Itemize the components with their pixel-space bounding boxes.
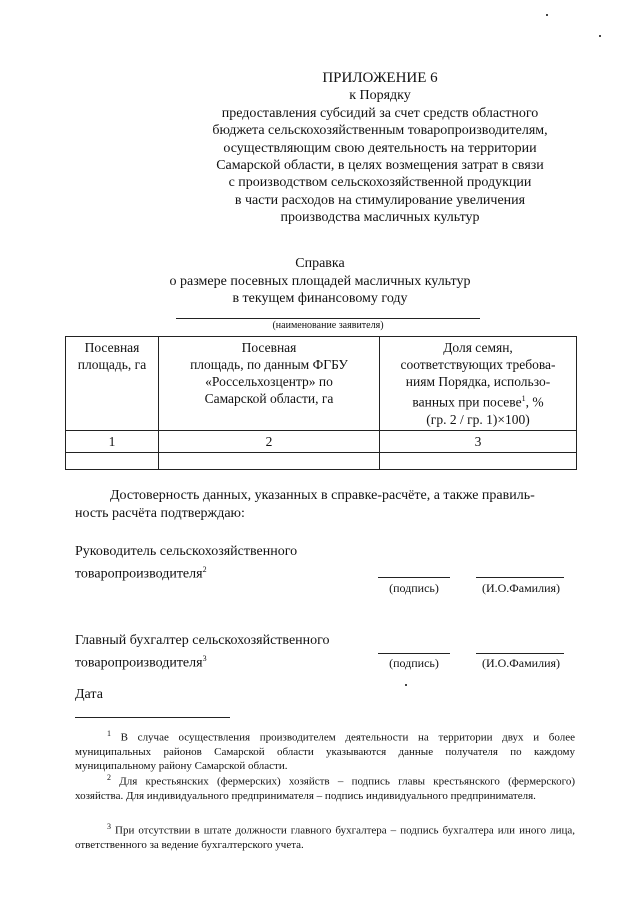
footnote-ref: 1 [521, 394, 526, 403]
accountant-name-line[interactable] [476, 653, 564, 654]
appendix-line: к Порядку [349, 88, 411, 104]
appendix-line: с производством сельскохозяйственной продукции [228, 175, 532, 191]
column-number: 2 [159, 430, 380, 452]
table-cell[interactable] [159, 452, 380, 469]
appendix-header [180, 70, 580, 227]
footnote-ref: 2 [202, 565, 207, 574]
footnote-1: $^1$ В случае осуществления производителем деятельности на территории двух и более муниципальных районов Самарской области указываются данные получателя по каждому муниципальному району Самарской области. [75, 729, 575, 772]
accountant-signature-label: Главный бухгалтер сельскохозяйственного товаропроизводителя$^3$ [75, 633, 330, 671]
column-header-rosselkhoztsentr-area: Посевная площадь, по данным ФГБУ «Россельхозцентр» по Самарской области, га [159, 337, 380, 431]
date-label: Дата [75, 687, 103, 702]
footnote-2: $^2$ Для крестьянских (фермерских) хозяйств – подпись главы крестьянского (фермерского) хозяйства. Для индивидуального предпринимателя – подпись индивидуального предпринимателя. [75, 773, 575, 802]
appendix-line: производства масличных культур [280, 210, 480, 226]
table-header-row [66, 337, 577, 431]
table-cell[interactable] [380, 452, 577, 469]
document-title-line: в текущем финансовому году [232, 291, 408, 306]
column-header-area: Посевная площадь, га [66, 337, 159, 431]
footnote-separator [75, 717, 230, 718]
appendix-line: бюджета сельскохозяйственным товаропроизводителям, [212, 123, 548, 139]
head-name-line[interactable] [476, 577, 564, 578]
document-title-line: Справка [295, 256, 345, 271]
confirmation-text: Достоверность данных, указанных в справке-расчёте, а также правиль- ность расчёта подтверждаю: [75, 488, 535, 521]
appendix-title: ПРИЛОЖЕНИЕ 6 [322, 70, 438, 86]
column-number: 3 [380, 430, 577, 452]
footnote-3: $^3$ При отсутствии в штате должности главного бухгалтера – подпись бухгалтера или иного лица, ответственного за ведение бухгалтерского учета. [75, 822, 576, 851]
table-cell[interactable] [66, 452, 159, 469]
acreage-table [65, 336, 577, 470]
scan-speck [546, 14, 548, 16]
scan-speck [405, 684, 407, 686]
applicant-name-field[interactable] [176, 318, 480, 319]
document-title [120, 255, 520, 308]
scan-speck [599, 35, 601, 37]
applicant-caption: (наименование заявителя) [272, 320, 384, 331]
column-header-seed-share: Доля семян, соответствующих требова- ниям Порядка, использо- ванных при посеве$^1$, % (гр. 2 / гр. 1)×100) [380, 337, 577, 431]
appendix-line: в части расходов на стимулирование увеличения [234, 192, 526, 208]
appendix-line: осуществляющим свою деятельность на территории [223, 140, 537, 156]
head-signature-label: Руководитель сельскохозяйственного товаропроизводителя$^2$ [75, 544, 298, 582]
appendix-line: предоставления субсидий за счет средств областного [221, 105, 539, 121]
accountant-signature-line[interactable] [378, 653, 450, 654]
appendix-line: Самарской области, в целях возмещения затрат в связи [216, 158, 544, 174]
signature-caption: (подпись) [389, 656, 439, 670]
table-row [66, 452, 577, 469]
column-number: 1 [66, 430, 159, 452]
footnote-ref: 3 [202, 654, 207, 663]
signature-caption: (подпись) [389, 581, 439, 595]
table-column-numbers-row [66, 430, 577, 452]
name-caption: (И.О.Фамилия) [481, 581, 561, 595]
name-caption: (И.О.Фамилия) [481, 656, 561, 670]
document-title-line: о размере посевных площадей масличных культур [169, 273, 471, 289]
head-signature-line[interactable] [378, 577, 450, 578]
